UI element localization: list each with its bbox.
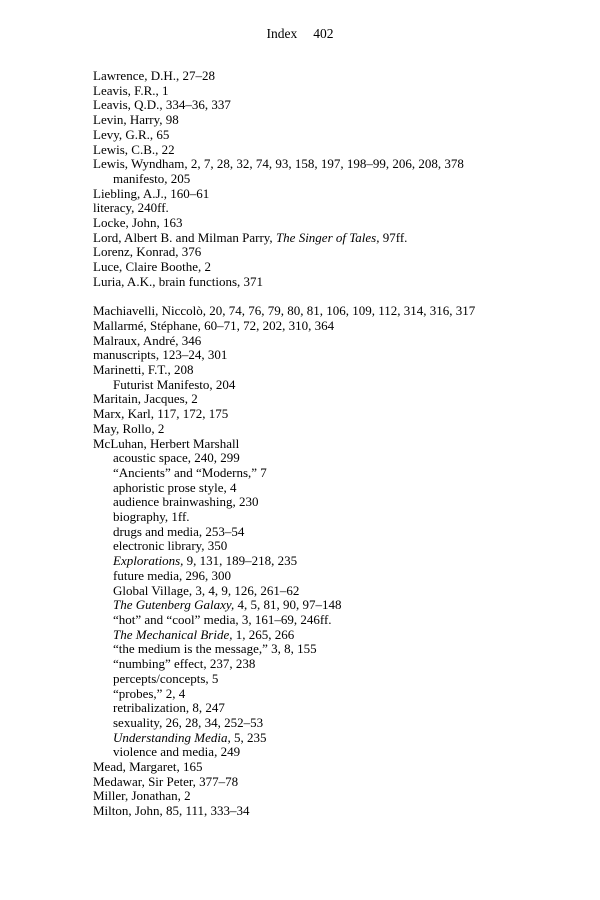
entry-text: “probes,” 2, 4 [113, 685, 186, 701]
entry-text: Leavis, Q.D., 334–36, 337 [93, 97, 231, 113]
index-subentry [93, 451, 560, 466]
work-title: Understanding Media, [113, 729, 231, 745]
entry-text: Luce, Claire Boothe, 2 [93, 259, 212, 275]
index-entry [93, 363, 560, 378]
index-entry [93, 157, 560, 172]
entry-text: Medawar, Sir Peter, 377–78 [93, 773, 239, 789]
index-entry [93, 113, 560, 128]
index-subentry [93, 584, 560, 599]
entry-text: future media, 296, 300 [113, 567, 232, 583]
running-head [0, 0, 600, 41]
index-subentry [93, 554, 560, 569]
entry-text: sexuality, 26, 28, 34, 252–53 [113, 714, 264, 730]
entry-text: “Ancients” and “Moderns,” 7 [113, 464, 267, 480]
index-subentry [93, 172, 560, 187]
index-subentry [93, 642, 560, 657]
page-title: Index [266, 26, 298, 41]
index-entry [93, 216, 560, 231]
work-title: The Singer of Tales, [275, 229, 380, 245]
index-entry [93, 260, 560, 275]
index-subentry [93, 378, 560, 393]
entry-text: Machiavelli, Niccolò, 20, 74, 76, 79, 80, 81, 106, 109, 112, 314, 316, 317 [93, 303, 476, 319]
entry-text: aphoristic prose style, 4 [113, 479, 237, 495]
entry-text: May, Rollo, 2 [93, 420, 165, 436]
work-title: The Mechanical Bride, [113, 626, 233, 642]
entry-text: 4, 5, 81, 90, 97–148 [234, 597, 342, 613]
index-subentry [93, 481, 560, 496]
entry-text: Global Village, 3, 4, 9, 126, 261–62 [113, 582, 300, 598]
entry-text: 9, 131, 189–218, 235 [183, 553, 298, 569]
entry-text: Luria, A.K., brain functions, 371 [93, 273, 264, 289]
index-entry [93, 201, 560, 216]
index-entry [93, 334, 560, 349]
entry-text: Lorenz, Konrad, 376 [93, 244, 202, 260]
index-entry [93, 804, 560, 819]
entry-text: Malraux, André, 346 [93, 332, 202, 348]
entry-text: Levy, G.R., 65 [93, 126, 170, 142]
index-subentry [93, 687, 560, 702]
entry-text: Marx, Karl, 117, 172, 175 [93, 406, 229, 422]
entry-text: Lord, Albert B. and Milman Parry, [93, 229, 276, 245]
index-entry [93, 407, 560, 422]
entry-text: Maritain, Jacques, 2 [93, 391, 198, 407]
index-entry [93, 422, 560, 437]
page-number: 402 [313, 26, 334, 41]
entry-text: Miller, Jonathan, 2 [93, 788, 191, 804]
index-entry [93, 392, 560, 407]
index-entry [93, 245, 560, 260]
entry-text: 1, 265, 266 [232, 626, 295, 642]
entry-text: “numbing” effect, 237, 238 [113, 656, 256, 672]
index-subentry [93, 466, 560, 481]
index-entry [93, 187, 560, 202]
index-subentry [93, 495, 560, 510]
index-subentry [93, 716, 560, 731]
index-entry [93, 437, 560, 452]
entry-text: manuscripts, 123–24, 301 [93, 347, 228, 363]
entry-text: biography, 1ff. [113, 509, 190, 525]
index-entry [93, 348, 560, 363]
entry-text: manifesto, 205 [113, 170, 191, 186]
index-entry [93, 98, 560, 113]
index-entry [93, 775, 560, 790]
index-entry [93, 128, 560, 143]
entry-text: 5, 235 [230, 729, 267, 745]
entry-text: Futurist Manifesto, 204 [113, 376, 236, 392]
entry-text: audience brainwashing, 230 [113, 494, 259, 510]
index-group [93, 69, 560, 290]
entry-text: Lawrence, D.H., 27–28 [93, 68, 216, 83]
index-entry [93, 789, 560, 804]
entry-text: Marinetti, F.T., 208 [93, 362, 194, 378]
entry-text: 97ff. [379, 229, 408, 245]
entry-text: “hot” and “cool” media, 3, 161–69, 246ff. [113, 612, 332, 627]
entry-text: McLuhan, Herbert Marshall [93, 435, 240, 451]
index-entry [93, 275, 560, 290]
index-subentry [93, 569, 560, 584]
entry-text: “the medium is the message,” 3, 8, 155 [113, 641, 317, 657]
entry-text: Leavis, F.R., 1 [93, 82, 169, 98]
entry-text: Locke, John, 163 [93, 215, 183, 231]
index-subentry [93, 731, 560, 746]
entry-text: Liebling, A.J., 160–61 [93, 185, 210, 201]
index-entry [93, 304, 560, 319]
index-entry [93, 231, 560, 246]
index-entries [0, 69, 600, 819]
entry-text: Lewis, Wyndham, 2, 7, 28, 32, 74, 93, 158, 197, 198–99, 206, 208, 378 [93, 156, 464, 172]
entry-text: electronic library, 350 [113, 538, 228, 554]
index-subentry [93, 510, 560, 525]
entry-text: retribalization, 8, 247 [113, 700, 225, 716]
index-subentry [93, 745, 560, 760]
entry-text: drugs and media, 253–54 [113, 523, 245, 539]
index-subentry [93, 628, 560, 643]
work-title: The Gutenberg Galaxy, [113, 597, 235, 613]
index-entry [93, 84, 560, 99]
index-entry [93, 319, 560, 334]
index-subentry [93, 598, 560, 613]
index-subentry [93, 657, 560, 672]
entry-text: Mallarmé, Stéphane, 60–71, 72, 202, 310, 364 [93, 317, 335, 333]
entry-text: Levin, Harry, 98 [93, 112, 179, 128]
entry-text: violence and media, 249 [113, 744, 241, 760]
entry-text: literacy, 240ff. [93, 200, 169, 216]
index-subentry [93, 672, 560, 687]
index-group [93, 304, 560, 819]
entry-text: percepts/concepts, 5 [113, 670, 219, 686]
entry-text: Mead, Margaret, 165 [93, 759, 203, 775]
entry-text: Lewis, C.B., 22 [93, 141, 175, 157]
index-subentry [93, 525, 560, 540]
index-entry [93, 69, 560, 84]
index-subentry [93, 613, 560, 628]
work-title: Explorations, [113, 553, 184, 569]
entry-text: acoustic space, 240, 299 [113, 450, 240, 466]
entry-text: Milton, John, 85, 111, 333–34 [93, 803, 250, 819]
index-subentry [93, 701, 560, 716]
index-subentry [93, 539, 560, 554]
index-entry [93, 143, 560, 158]
index-entry [93, 760, 560, 775]
